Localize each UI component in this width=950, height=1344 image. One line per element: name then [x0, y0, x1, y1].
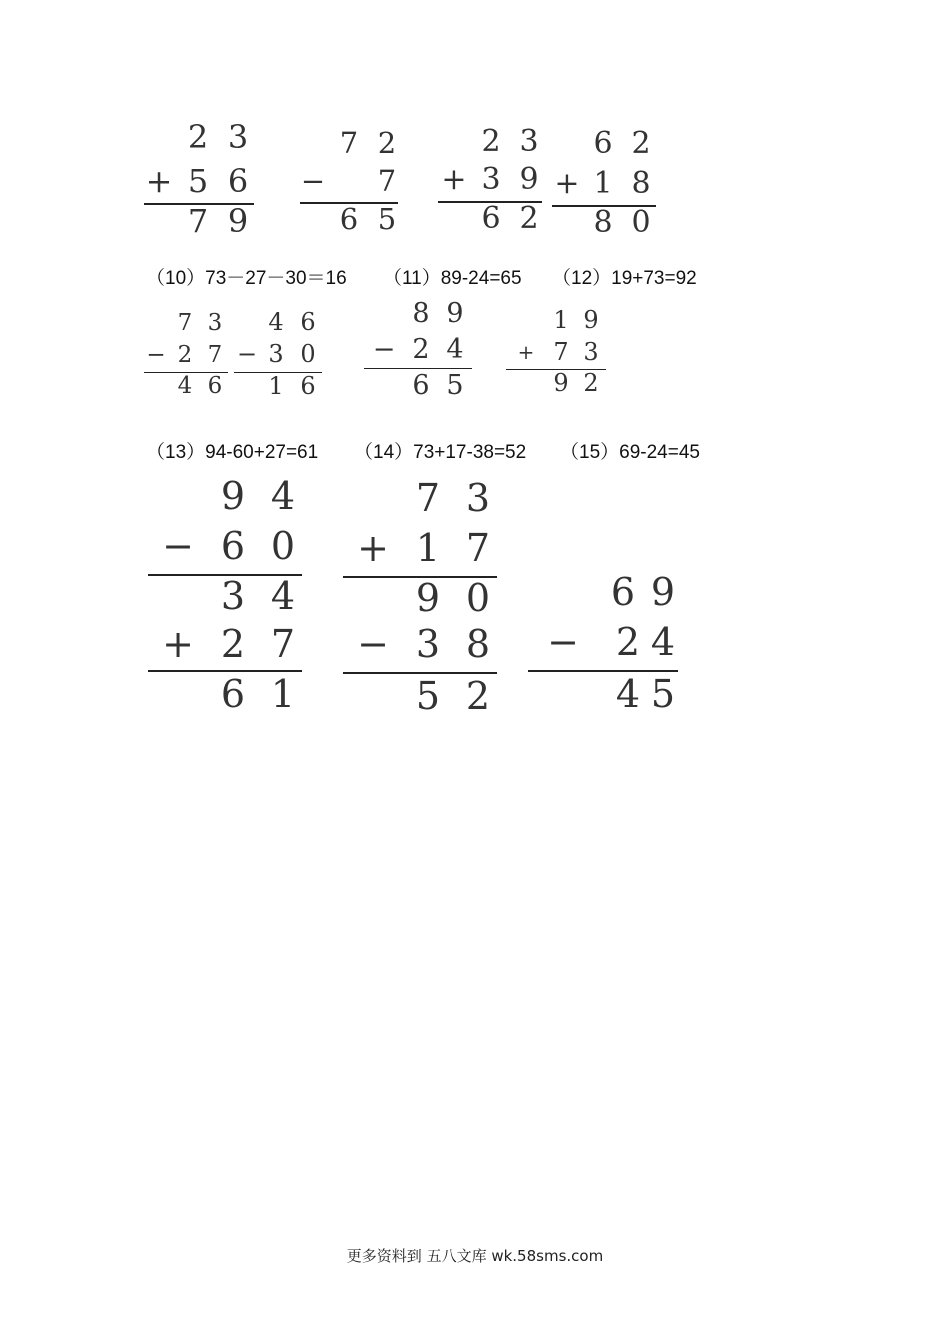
- digit: 6: [300, 308, 316, 336]
- problem-15: （15）69-24=45: [560, 442, 700, 463]
- operator: −: [146, 342, 166, 368]
- digit: 9: [227, 202, 249, 240]
- digit: 1: [553, 306, 569, 334]
- digit: 5: [415, 674, 441, 718]
- digit: 6: [412, 370, 430, 401]
- digit: 8: [631, 166, 651, 201]
- digit: 9: [220, 474, 246, 518]
- digit: 9: [583, 306, 599, 334]
- vertical-calc-94-minus-60-plus-27: [148, 474, 308, 724]
- digit: 4: [270, 474, 296, 518]
- digit: 6: [610, 570, 636, 614]
- operator: +: [357, 526, 389, 570]
- digit: 1: [415, 526, 441, 570]
- vertical-calc-19-plus-73: [506, 306, 610, 404]
- digit: 4: [446, 334, 464, 365]
- problem-13: （13）94-60+27=61: [146, 442, 319, 463]
- digit: 4: [268, 308, 284, 336]
- digit: 3: [519, 124, 539, 159]
- operator: [343, 674, 403, 718]
- digit: 2: [177, 342, 193, 368]
- digit: 6: [481, 201, 501, 236]
- digit: 3: [481, 162, 501, 197]
- operator: +: [441, 162, 467, 197]
- digit: 1: [268, 372, 284, 400]
- operator: −: [357, 622, 389, 666]
- operator: −: [547, 620, 579, 664]
- digit: 3: [207, 310, 223, 336]
- digit: 1: [593, 166, 613, 201]
- digit: 5: [446, 370, 464, 401]
- digit: 3: [220, 574, 246, 618]
- digit: 7: [177, 310, 193, 336]
- digit: 9: [519, 162, 539, 197]
- digit: 7: [187, 202, 209, 240]
- digit: 5: [187, 162, 209, 200]
- operator: [142, 310, 170, 336]
- vertical-calc-23-plus-56: [140, 118, 255, 238]
- operator: [528, 570, 588, 614]
- sum-line: [364, 368, 472, 369]
- digit: 7: [270, 622, 296, 666]
- digit: 0: [300, 340, 316, 368]
- digit: 6: [300, 372, 316, 400]
- operator: [234, 308, 260, 336]
- operator: [528, 672, 598, 716]
- operator: [550, 205, 584, 240]
- digit: 6: [593, 126, 613, 161]
- digit: 6: [220, 672, 246, 716]
- operator: [234, 372, 260, 400]
- digit: 2: [187, 118, 209, 156]
- digit: 4: [177, 373, 193, 399]
- operator: [296, 202, 330, 236]
- vertical-calc-73-minus-27: [142, 310, 232, 405]
- operator: −: [236, 340, 258, 368]
- digit: 4: [650, 620, 676, 664]
- problem-12: （12）19+73=92: [552, 268, 697, 289]
- digit: 2: [465, 674, 491, 718]
- digit: 8: [593, 205, 613, 240]
- digit: 2: [412, 334, 430, 365]
- digit: 6: [339, 202, 359, 236]
- digit: 4: [615, 672, 641, 716]
- operator: −: [162, 524, 194, 568]
- digit: 9: [650, 570, 676, 614]
- operator: [148, 574, 208, 618]
- operator: [343, 476, 403, 520]
- digit: 0: [270, 524, 296, 568]
- digit: 8: [465, 622, 491, 666]
- digit: 7: [465, 526, 491, 570]
- digit: [330, 164, 368, 198]
- digit: 7: [377, 164, 397, 198]
- operator: +: [145, 162, 173, 200]
- operator: [506, 306, 546, 334]
- operator: [142, 373, 170, 399]
- digit: 9: [553, 369, 569, 397]
- digit: 6: [227, 162, 249, 200]
- digit: 3: [465, 476, 491, 520]
- digit: 3: [227, 118, 249, 156]
- operator: [140, 118, 178, 156]
- digit: 8: [412, 298, 430, 329]
- operator: [436, 201, 472, 236]
- operator: [436, 124, 472, 159]
- operator: [364, 298, 404, 329]
- digit: 0: [465, 576, 491, 620]
- operator: +: [517, 340, 535, 364]
- vertical-calc-62-plus-18: [550, 126, 660, 241]
- operator: +: [554, 166, 580, 201]
- digit: 5: [650, 672, 676, 716]
- digit: 1: [270, 672, 296, 716]
- vertical-calc-46-minus-30: [234, 308, 326, 403]
- digit: 6: [207, 373, 223, 399]
- operator: [140, 202, 178, 240]
- digit: 2: [519, 201, 539, 236]
- digit: 3: [268, 340, 284, 368]
- digit: 2: [377, 126, 397, 160]
- digit: 2: [481, 124, 501, 159]
- digit: 3: [415, 622, 441, 666]
- problem-14: （14）73+17-38=52: [354, 442, 527, 463]
- operator: +: [162, 622, 194, 666]
- digit: 9: [446, 298, 464, 329]
- operator: [550, 126, 584, 161]
- digit: 7: [207, 342, 223, 368]
- operator: [296, 126, 330, 160]
- vertical-calc-69-minus-24: [528, 570, 683, 720]
- operator: −: [372, 334, 396, 365]
- digit: 6: [220, 524, 246, 568]
- operator: [506, 369, 546, 397]
- digit: 5: [377, 202, 397, 236]
- digit: 2: [615, 620, 641, 664]
- footer-source-text: 更多资料到 五八文库 wk.58sms.com: [346, 1247, 604, 1265]
- digit: 7: [553, 338, 569, 366]
- vertical-calc-89-minus-24: [364, 298, 476, 403]
- digit: 4: [270, 574, 296, 618]
- digit: 9: [415, 576, 441, 620]
- digit: 0: [631, 205, 651, 240]
- digit: 2: [583, 369, 599, 397]
- operator: −: [300, 164, 326, 198]
- problem-11: （11）89-24=65: [383, 268, 522, 289]
- operator: [148, 474, 208, 518]
- digit: 2: [220, 622, 246, 666]
- digit: 7: [339, 126, 359, 160]
- digit: 2: [631, 126, 651, 161]
- operator: [364, 370, 404, 401]
- digit: 3: [583, 338, 599, 366]
- problem-10: （10）73－27－30＝16: [146, 268, 347, 289]
- operator: [148, 672, 208, 716]
- operator: [343, 576, 403, 620]
- vertical-calc-72-minus-7: [296, 126, 406, 236]
- vertical-calc-73-plus-17-minus-38: [343, 476, 503, 726]
- digit: 7: [415, 476, 441, 520]
- vertical-calc-23-plus-39: [436, 124, 546, 239]
